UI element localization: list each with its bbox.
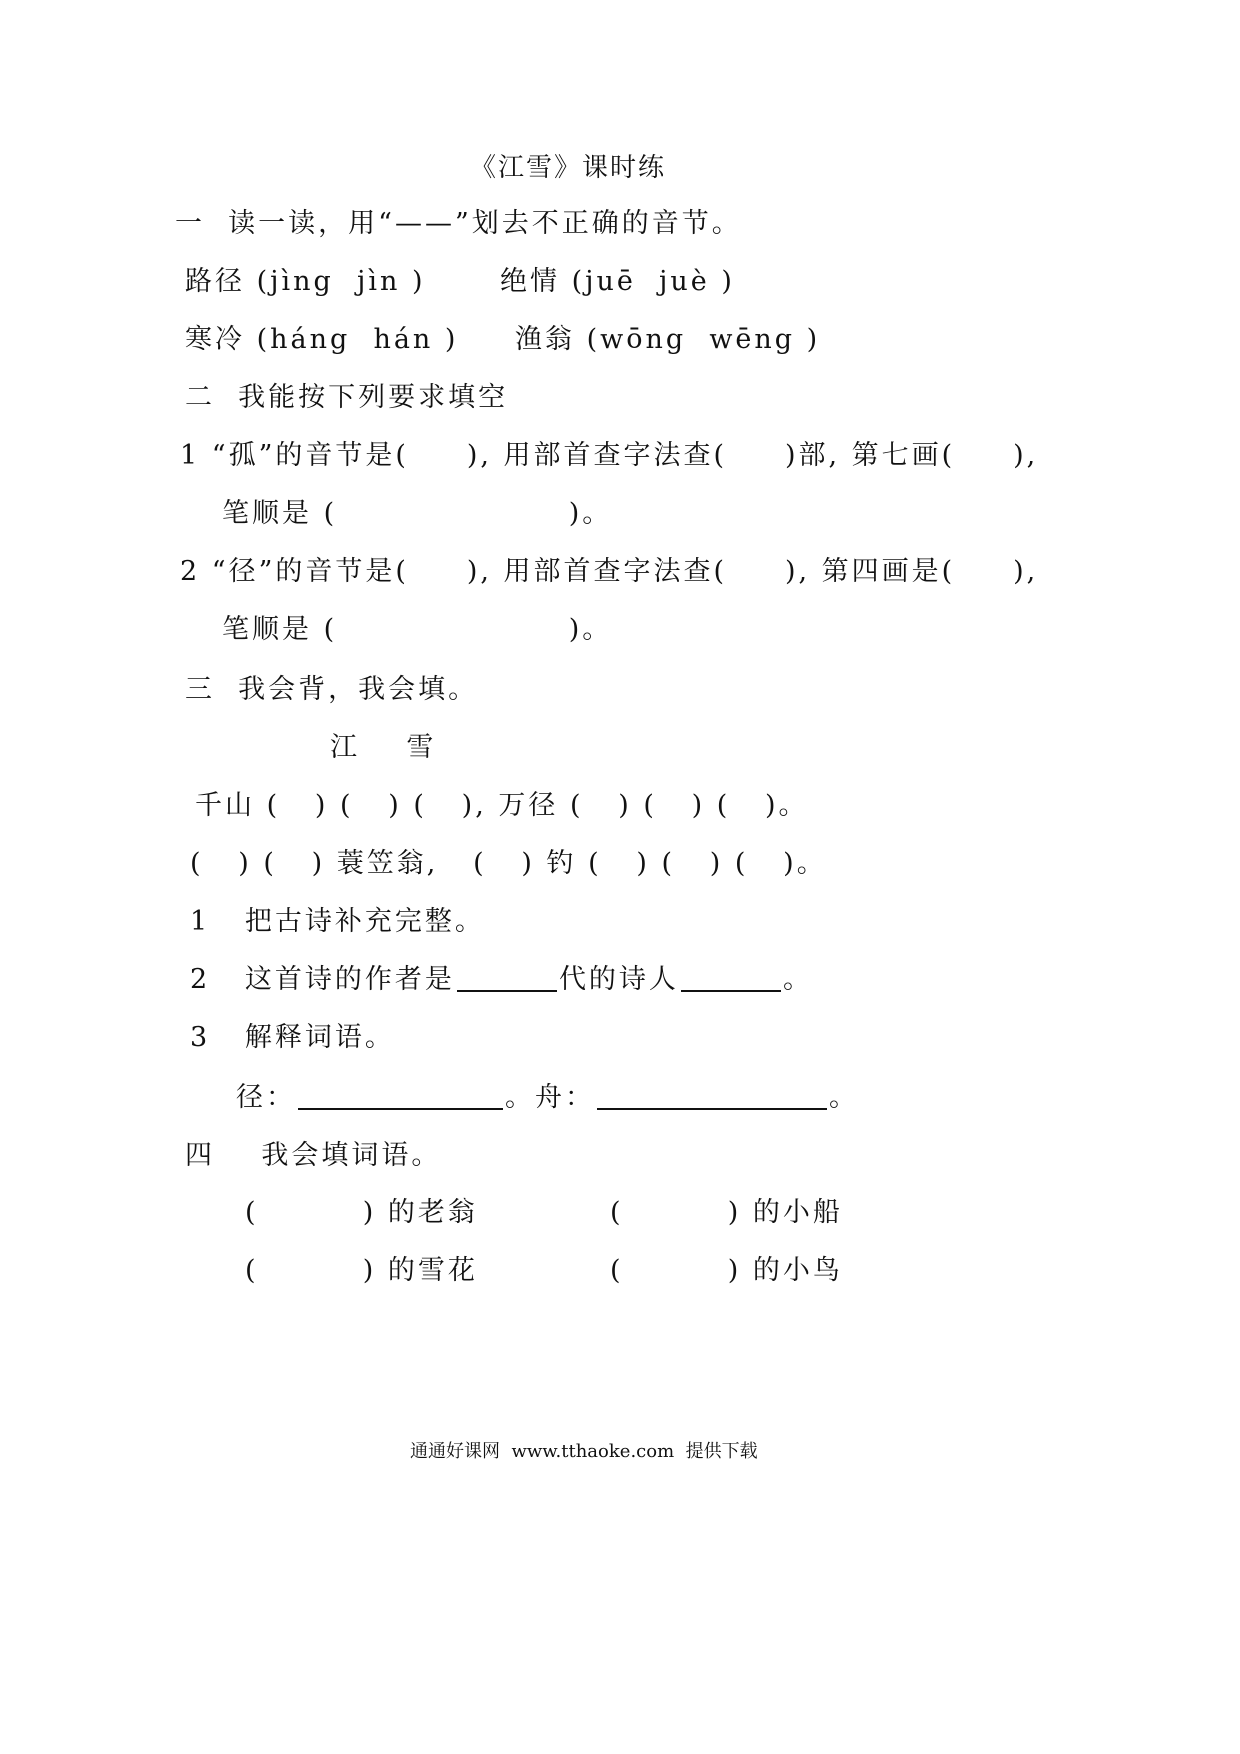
fill-item-2-stroke: 笔顺是 ( )。 (222, 614, 613, 645)
author-dynasty-blank[interactable] (457, 964, 557, 992)
phrase-old-man: ( ) 的老翁 (245, 1197, 478, 1228)
explain-end: 。 (829, 1082, 859, 1113)
phrase-small-boat: ( ) 的小船 (610, 1197, 843, 1228)
fill-item-1: 1 “孤”的音节是( ), 用部首查字法查( )部, 第七画( ), (180, 440, 1039, 471)
sub-question-1: 1 把古诗补充完整。 (190, 906, 485, 937)
explain-row (236, 1080, 859, 1116)
section-1-heading: 一 读一读，用“——”划去不正确的音节。 (175, 208, 742, 239)
sub-question-2-end: 。 (782, 964, 813, 995)
author-name-blank[interactable] (681, 964, 781, 992)
explain-jing-label: 径： (236, 1082, 296, 1113)
section-3-heading: 三 我会背，我会填。 (185, 674, 479, 705)
sub-question-3: 3 解释词语。 (190, 1022, 395, 1053)
poem-title: 江 雪 (330, 732, 437, 763)
poem-line-1: 千山 ( ) ( ) ( ), 万径 ( ) ( ) ( )。 (195, 790, 809, 821)
pinyin-item-lujing: 路径 (jìng jìn ) (185, 266, 426, 297)
pinyin-item-hanleng: 寒冷 (háng hán ) (185, 324, 459, 355)
phrase-small-bird: ( ) 的小鸟 (610, 1255, 843, 1286)
sub-question-2 (190, 962, 813, 998)
page-title: 《江雪》课时练 (470, 153, 667, 183)
fill-item-2: 2 “径”的音节是( ), 用部首查字法查( ), 第四画是( ), (180, 556, 1039, 587)
pinyin-item-jueqing: 绝情 (juē juè ) (500, 266, 735, 297)
sub-question-2-text: 2 这首诗的作者是 (190, 964, 455, 995)
section-2-heading: 二 我能按下列要求填空 (185, 382, 509, 413)
explain-zhou-label: 。舟： (505, 1082, 595, 1113)
phrase-snowflake: ( ) 的雪花 (245, 1255, 478, 1286)
explain-zhou-blank[interactable] (597, 1082, 827, 1110)
pinyin-item-yuweng: 渔翁 (wōng wēng ) (515, 324, 821, 355)
poem-line-2: ( ) ( ) 蓑笠翁, ( ) 钓 ( ) ( ) ( )。 (190, 848, 827, 879)
explain-jing-blank[interactable] (298, 1082, 503, 1110)
sub-question-2-mid: 代的诗人 (558, 964, 679, 995)
section-4-heading: 四 我会填词语。 (185, 1140, 442, 1171)
fill-item-1-stroke: 笔顺是 ( )。 (222, 498, 613, 529)
footer-credit: 通通好课网 www.tthaoke.com 提供下载 (410, 1441, 758, 1462)
